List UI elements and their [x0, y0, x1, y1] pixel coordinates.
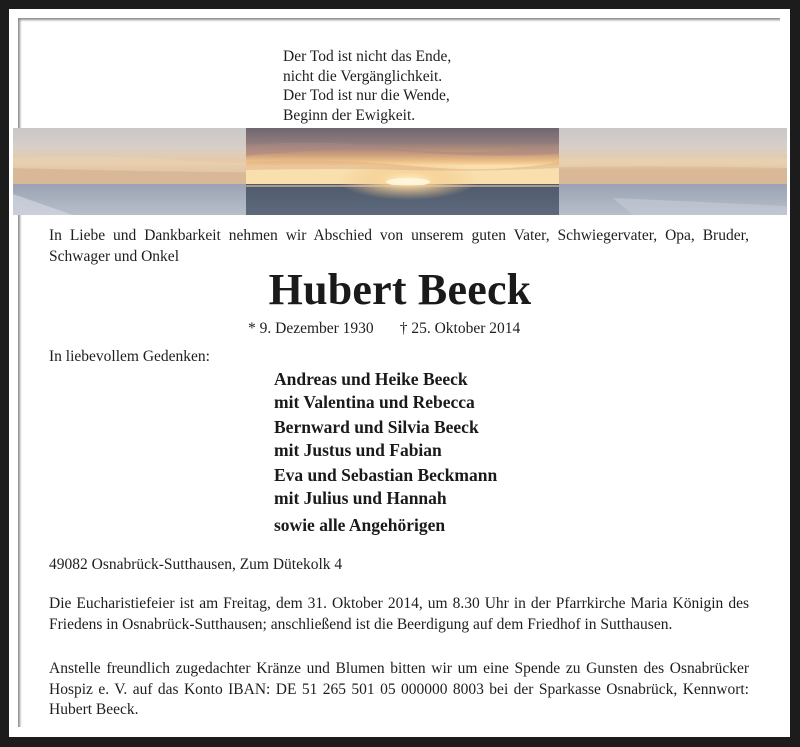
relatives-line: sowie alle Angehörigen: [274, 515, 446, 535]
deceased-name: Hubert Beeck: [268, 265, 532, 314]
service-paragraph: Die Eucharistiefeier ist am Freitag, dem 31. Oktober 2014, um 8.30 Uhr in der Pfarrkirche Maria Königin des Friedens in Osnabrück-Sutthausen; anschließend ist die Beerdigung auf dem Friedhof in Sutthausen.: [49, 595, 749, 633]
sunset-image: [13, 128, 787, 215]
poem-line: Der Tod ist nur die Wende,: [283, 87, 450, 104]
sun: [386, 178, 430, 186]
mourner-line: mit Valentina und Rebecca: [274, 392, 475, 412]
mourner-line: Eva und Sebastian Beckmann: [274, 465, 498, 485]
mourner-line: mit Julius und Hannah: [274, 488, 447, 508]
mourner-line: Bernward und Silvia Beeck: [274, 417, 479, 437]
life-dates: [248, 320, 520, 338]
poem-line: Beginn der Ewigkeit.: [283, 106, 416, 124]
address: 49082 Osnabrück-Sutthausen, Zum Dütekolk 4: [49, 556, 343, 573]
poem-line: Der Tod ist nicht das Ende,: [283, 48, 452, 65]
donation-paragraph: Anstelle freundlich zugedachter Kränze und Blumen bitten wir um eine Spende zu Gunsten des Osnabrücker Hospiz e. V. auf das Konto IBAN: DE 51 265 501 05 000000 8003 bei der Sparkasse Osnabrück, Kennwort: Hubert Beeck.: [49, 660, 749, 718]
poem: [283, 47, 451, 125]
intro-text: In Liebe und Dankbarkeit nehmen wir Abschied von unserem guten Vater, Schwiegervater, Opa, Bruder, Schwager und Onkel: [49, 227, 749, 265]
mourner-group: [274, 368, 497, 414]
mourner-line: Andreas und Heike Beeck: [274, 369, 468, 389]
mourner-line: mit Justus und Fabian: [274, 440, 442, 460]
memory-label: In liebevollem Gedenken:: [49, 348, 210, 365]
sunset-sea-banner: [13, 128, 787, 215]
death-date: † 25. Oktober 2014: [399, 320, 521, 337]
poem-line: nicht die Vergänglichkeit.: [283, 67, 443, 85]
mourner-group: [274, 464, 497, 510]
mourner-group: [274, 416, 497, 462]
mourners-list: [274, 368, 497, 537]
birth-date: * 9. Dezember 1930: [248, 320, 374, 337]
